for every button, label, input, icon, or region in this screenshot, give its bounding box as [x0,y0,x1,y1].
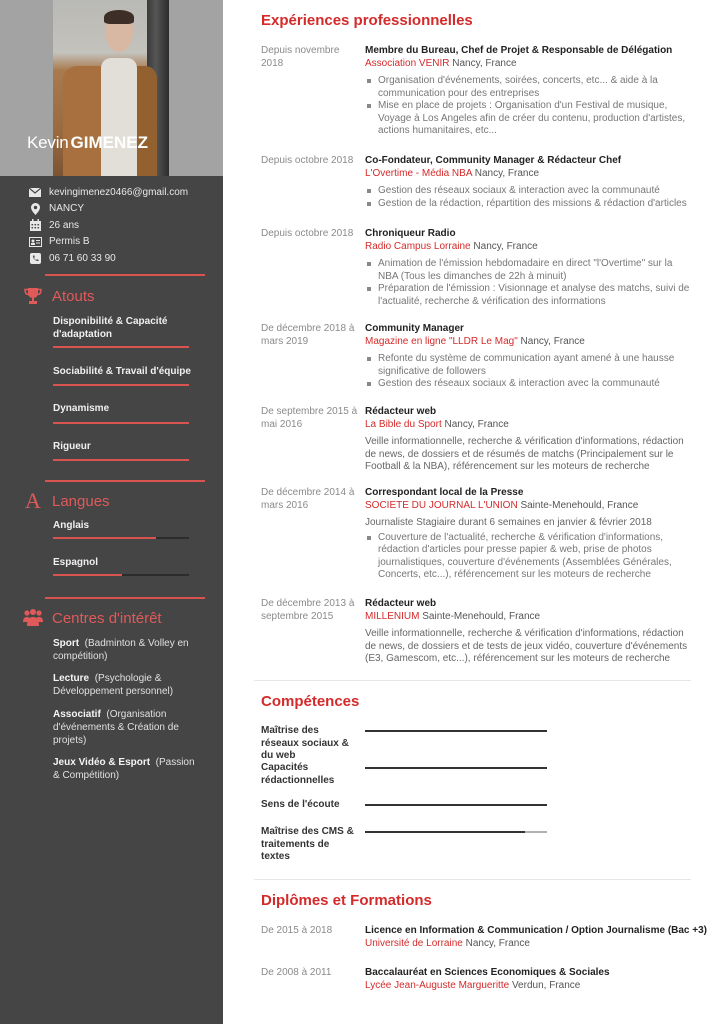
entry-location: Verdun, France [511,979,581,991]
entry-description: Journaliste Stagiaire durant 6 semaines en janvier & février 2018 [365,517,652,528]
atout-underline [53,422,189,424]
skill-label: Maîtrise des CMS & traitements de textes [261,826,354,862]
entry-bullet: Couverture de l'actualité, recherche & vérification d'informations, rédaction d'articles pour presse papier & web, prise de photos journalistiques, couverture d'événements (Assemblées Générales, Concerts, etc...), référencement sur les moteurs de recherche [365,532,695,582]
entry-description: Veille informationnelle, recherche & vérification d'informations, rédaction de news, de dossiers et de résumés de matchs (Principalement sur le Football & la NBA), référencement sur les moteurs de recherche [365,436,684,472]
entry-location: Sainte-Menehould, France [422,610,541,622]
interets-heading [22,608,162,628]
interest-item [53,672,203,698]
sidebar-divider [45,480,205,482]
language-label: Espagnol [53,557,99,568]
language-level-track [53,537,189,539]
interets-title: Centres d'intérêt [52,609,162,627]
entry-org: Lycée Jean-Auguste Margueritte [365,979,510,991]
sidebar [0,0,223,1024]
entry-bullet: Animation de l'émission hebdomadaire en direct "l'Overtime" sur la NBA (Tous les dimanches de 22h à minuit) [365,258,695,283]
atout-label: Rigueur [53,441,91,452]
entry-date: Depuis novembre 2018 [261,45,340,69]
entry-title: Rédacteur web [365,406,437,417]
location-text: NANCY [49,203,85,215]
interest-detail: (Organisation d'événements & Création de projets) [53,709,179,746]
entry-location: Nancy, France [444,418,509,430]
entry-location: Nancy, France [473,240,538,252]
entry-location: Nancy, France [474,167,540,179]
interest-detail: (Passion & Compétition) [53,757,195,781]
entry-title: Chroniqueur Radio [365,228,456,239]
skill-item [261,762,561,787]
location-pin-icon [28,203,42,215]
language-level-track [53,574,189,576]
langues-heading [22,488,110,513]
entry-date: De décembre 2014 à mars 2016 [261,487,355,511]
entry-org: Université de Lorraine [365,937,463,949]
phone-text: 06 71 60 33 90 [49,252,116,264]
entry-org: L'Overtime - Média NBA [365,167,472,179]
entry-location: Sainte-Menehould, France [520,499,639,511]
interest-detail: (Psychologie & Développement personnel) [53,673,174,697]
langues-title: Langues [52,492,110,510]
skill-level-track [365,831,547,833]
skill-label: Capacités rédactionnelles [261,762,335,786]
contact-email[interactable] [28,184,188,201]
interest-detail: (Badminton & Volley en compétition) [53,638,189,662]
entry-bullet: Gestion des réseaux sociaux & interaction avec la communauté [365,185,695,198]
entry-date: Depuis octobre 2018 [261,155,354,166]
skill-level-track [365,730,547,732]
skill-level-fill [365,804,547,806]
entry-bullet: Organisation d'événements, soirées, concerts, etc... & aide à la communication pour des entreprises [365,75,695,100]
atout-item [53,440,193,453]
entry-title: Membre du Bureau, Chef de Projet & Responsable de Délégation [365,45,673,56]
entry-title: Correspondant local de la Presse [365,487,524,498]
skill-item [261,725,561,763]
atout-underline [53,459,189,461]
entry-date: Depuis octobre 2018 [261,228,354,239]
interest-item [53,708,203,747]
profile-name [27,133,148,153]
first-name: Kevin [27,133,69,152]
skill-item [261,799,561,812]
interest-name: Jeux Vidéo & Esport [53,757,151,768]
entry-title: Baccalauréat en Sciences Economiques & Sociales [365,967,610,978]
license-text: Permis B [49,236,90,248]
interest-name: Sport [53,638,80,649]
atout-label: Sociabilité & Travail d'équipe [53,366,191,377]
id-card-icon [28,236,42,248]
skill-level-track [365,767,547,769]
calendar-icon [28,219,42,231]
section-divider [254,879,691,880]
language-level-fill [53,537,156,539]
interest-name: Lecture [53,673,90,684]
contact-age [28,217,188,234]
language-label: Anglais [53,520,90,531]
atout-underline [53,346,189,348]
entry-location: Nancy, France [465,937,530,949]
email-text: kevingimenez0466@gmail.com [49,186,189,198]
entry-bullet: Gestion de la rédaction, répartition des missions & rédaction d'articles [365,198,695,211]
skill-level-track [365,804,547,806]
experiences-title: Expériences professionnelles [261,12,473,29]
trophy-icon [22,286,44,306]
sidebar-divider [45,597,205,599]
group-icon [22,608,44,628]
entry-org: SOCIETE DU JOURNAL L'UNION [365,499,518,511]
entry-location: Nancy, France [520,335,585,347]
atout-item [53,315,193,341]
envelope-icon [28,186,42,198]
entry-bullet: Refonte du système de communication ayant amené à une hausse significative de followers [365,353,695,378]
atout-item [53,402,193,415]
entry-date: De décembre 2018 à mars 2019 [261,323,355,347]
entry-org: La Bible du Sport [365,418,442,430]
skill-item [261,826,561,864]
formations-title: Diplômes et Formations [261,892,432,909]
contact-phone[interactable] [28,250,188,267]
photo-area [0,0,223,176]
entry-date: De décembre 2013 à septembre 2015 [261,598,355,622]
language-item [53,520,190,531]
entry-date: De 2015 à 2018 [261,925,333,936]
interest-name: Associatif [53,709,101,720]
atouts-heading [22,286,95,306]
phone-icon [28,252,42,264]
entry-bullet: Mise en place de projets : Organisation d'un Festival de musique, Voyage à Los Angeles afin de créer du contenu, production d'artistes, actions humanitaires, etc... [365,100,695,138]
entry-title: Community Manager [365,323,464,334]
entry-org: Association VENIR [365,57,450,69]
contact-list [28,184,188,267]
entry-bullet: Gestion des réseaux sociaux & interaction avec la communauté [365,378,695,391]
section-divider [254,680,691,681]
atout-label: Dynamisme [53,403,110,414]
entry-location: Nancy, France [452,57,517,69]
contact-location [28,201,188,218]
interest-item [53,637,203,663]
atout-underline [53,384,189,386]
contact-license [28,234,188,251]
atout-item [53,365,193,378]
entry-org: Magazine en ligne "LLDR Le Mag" [365,335,518,347]
skill-label: Maîtrise des réseaux sociaux & du web [261,725,349,761]
last-name: GIMENEZ [70,133,148,152]
interest-item [53,756,203,782]
entry-title: Co-Fondateur, Community Manager & Rédacteur Chef [365,155,622,166]
skill-label: Sens de l'écoute [261,799,340,810]
atout-label: Disponibilité & Capacité d'adaptation [53,316,168,340]
entry-date: De 2008 à 2011 [261,967,332,978]
language-item [53,557,190,568]
atouts-title: Atouts [52,287,95,305]
letter-a-icon: A [25,488,41,513]
skill-level-fill [365,831,525,833]
entry-org: MILLENIUM [365,610,420,622]
skill-level-fill [365,767,547,769]
entry-date: De septembre 2015 à mai 2016 [261,406,358,430]
skill-level-fill [365,730,547,732]
competences-title: Compétences [261,693,360,710]
entry-bullet: Préparation de l'émission : Visionnage et analyse des matchs, suivi de l'actualité, recherche & vérification des informations [365,283,695,308]
entry-title: Licence en Information & Communication / Option Journalisme (Bac +3) [365,925,707,936]
sidebar-divider [45,274,205,276]
entry-description: Veille informationnelle, recherche & vérification d'informations, rédaction de news, de dossiers et de tests de jeux vidéo, couverture d'événements (E3, Gamescom, etc...), référencement sur les moteurs de recherche [365,628,688,664]
entry-org: Radio Campus Lorraine [365,240,471,252]
language-level-fill [53,574,122,576]
age-text: 26 ans [49,219,80,231]
entry-title: Rédacteur web [365,598,437,609]
